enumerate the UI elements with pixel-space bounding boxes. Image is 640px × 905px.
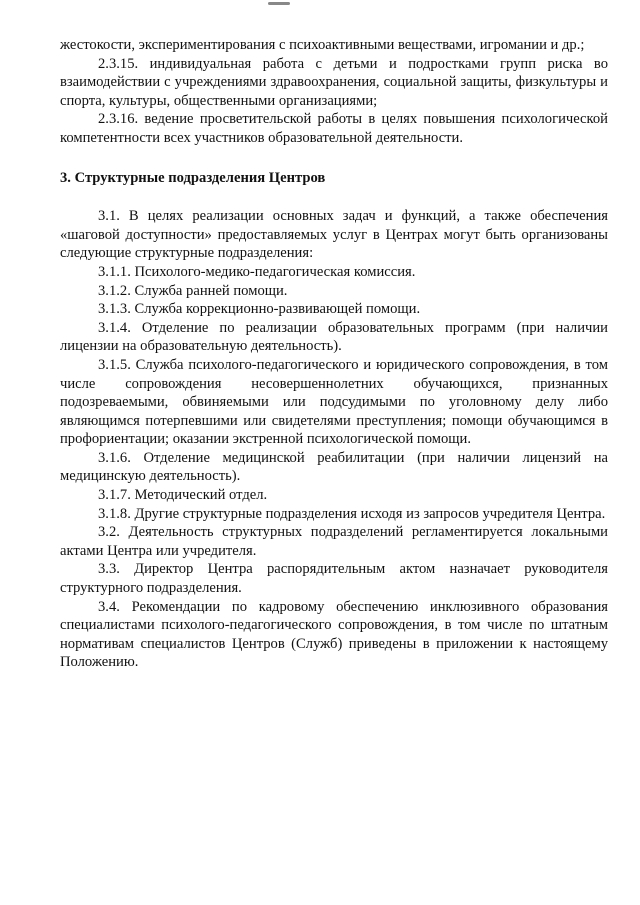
paragraph-3-2: 3.2. Деятельность структурных подразделений регламентируется локальными актами Центра или учредителя.	[60, 524, 608, 559]
section-heading: 3. Структурные подразделения Центров	[60, 169, 326, 186]
document-body	[60, 36, 608, 672]
paragraph-3-1-1: 3.1.1. Психолого-медико-педагогическая комиссия.	[98, 263, 416, 280]
paragraph-3-1-2: 3.1.2. Служба ранней помощи.	[98, 282, 288, 299]
paragraph-3-1-7: 3.1.7. Методический отдел.	[98, 487, 268, 504]
paragraph-3-3: 3.3. Директор Центра распорядительным актом назначает руководителя структурного подразделения.	[60, 561, 608, 597]
scan-artifact-mark	[268, 2, 290, 5]
paragraph-3-1-5: 3.1.5. Служба психолого-педагогического и юридического сопровождения, в том числе сопровождения несовершеннолетних обучающихся, признанных подозреваемыми, обвиняемыми или подсудимыми по уголовному делу либо являющимся потерпевшими или свидетелями преступления; помощи обучающимся в профориентации; оказании экстренной психологической помощи.	[60, 356, 608, 448]
paragraph-3-1-4: 3.1.4. Отделение по реализации образовательных программ (при наличии лицензии на образовательную деятельность).	[60, 319, 608, 355]
paragraph-2-3-16: 2.3.16. ведение просветительской работы в целях повышения психологической компетентности всех участников образовательной деятельности.	[60, 111, 608, 146]
paragraph-3-1-3: 3.1.3. Служба коррекционно-развивающей помощи.	[98, 301, 421, 318]
paragraph-3-4: 3.4. Рекомендации по кадровому обеспечению инклюзивного образования специалистами психолого-педагогического сопровождения, в том числе по штатным нормативам специалистов Центров (Служб) приведены в приложении к настоящему Положению.	[60, 598, 608, 671]
paragraph-3-1-8: 3.1.8. Другие структурные подразделения исходя из запросов учредителя Центра.	[98, 505, 606, 522]
paragraph-continuation: жестокости, экспериментирования с психоактивными веществами, игромании и др.;	[60, 37, 585, 53]
paragraph-3-1-6: 3.1.6. Отделение медицинской реабилитации (при наличии лицензий на медицинскую деятельность).	[60, 449, 608, 485]
paragraph-2-3-15: 2.3.15. индивидуальная работа с детьми и подростками групп риска во взаимодействии с учреждениями здравоохранения, социальной защиты, физкультуры и спорта, культуры, общественными организациями;	[60, 55, 608, 109]
paragraph-3-1: 3.1. В целях реализации основных задач и функций, а также обеспечения «шаговой доступности» предоставляемых услуг в Центрах могут быть организованы следующие структурные подразделения:	[60, 208, 608, 262]
